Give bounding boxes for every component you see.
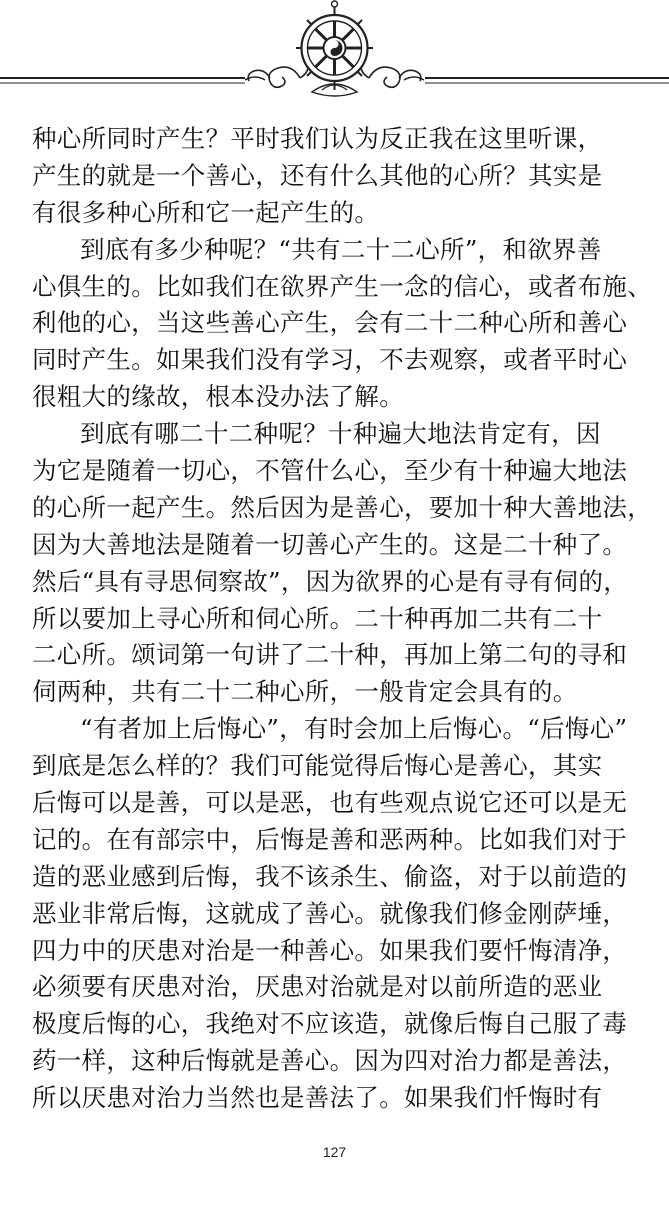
text-line: 到底是怎么样的？我们可能觉得后悔心是善心，其实 bbox=[32, 751, 603, 781]
text-line: 伺两种，共有二十二种心所，一般肯定会具有的。 bbox=[32, 677, 578, 707]
text-line: 很粗大的缘故，根本没办法了解。 bbox=[32, 382, 404, 412]
text-line: 药一样，这种后悔就是善心。因为四对治力都是善法， bbox=[32, 1046, 628, 1076]
text-line: 有很多种心所和它一起产生的。 bbox=[32, 197, 380, 227]
text-line: 种心所同时产生？平时我们认为反正我在这里听课， bbox=[32, 124, 603, 153]
page-header-ornament bbox=[0, 0, 669, 105]
text-line: 利他的心，当这些善心产生，会有二十二种心所和善心 bbox=[32, 308, 628, 338]
text-line: 四力中的厌患对治是一种善心。如果我们要忏悔清净， bbox=[32, 935, 628, 965]
text-line: 所以厌患对治力当然也是善法了。如果我们忏悔时有 bbox=[32, 1083, 603, 1113]
text-line: 产生的就是一个善心，还有什么其他的心所？其实是 bbox=[32, 160, 603, 190]
text-line: 因为大善地法是随着一切善心产生的。这是二十种了。 bbox=[32, 529, 628, 559]
text-line: 到底有哪二十二种呢？十种遍大地法肯定有，因 bbox=[80, 419, 601, 449]
text-line: 极度后悔的心，我绝对不应该造，就像后悔自己服了毒 bbox=[32, 1009, 628, 1039]
text-line: “有者加上后悔心”，有时会加上后悔心。“后悔心” bbox=[80, 714, 628, 744]
text-line: 同时产生。如果我们没有学习，不去观察，或者平时心 bbox=[32, 345, 628, 375]
body-text bbox=[32, 121, 652, 1117]
text-line: 必须要有厌患对治，厌患对治就是对以前所造的恶业 bbox=[32, 972, 603, 1002]
text-line: 的心所一起产生。然后因为是善心，要加十种大善地法， bbox=[32, 492, 652, 522]
dharma-wheel-icon bbox=[0, 0, 669, 105]
text-line: 心俱生的。比如我们在欲界产生一念的信心，或者布施、 bbox=[32, 271, 652, 301]
text-line: 恶业非常后悔，这就成了善心。就像我们修金刚萨埵， bbox=[32, 898, 628, 928]
page-number: 127 bbox=[322, 1144, 347, 1160]
text-line: 后悔可以是善，可以是恶，也有些观点说它还可以是无 bbox=[32, 788, 628, 818]
text-line: 所以要加上寻心所和伺心所。二十种再加二共有二十 bbox=[32, 603, 603, 633]
text-line: 造的恶业感到后悔，我不该杀生、偷盗，对于以前造的 bbox=[32, 861, 628, 891]
text-line: 记的。在有部宗中，后悔是善和恶两种。比如我们对于 bbox=[32, 824, 628, 854]
text-line: 然后“具有寻思伺察故”，因为欲界的心是有寻有伺的， bbox=[32, 566, 629, 596]
text-line: 为它是随着一切心，不管什么心，至少有十种遍大地法 bbox=[32, 456, 628, 486]
text-line: 到底有多少种呢？“共有二十二心所”，和欲界善 bbox=[80, 234, 602, 264]
text-line: 二心所。颂词第一句讲了二十种，再加上第二句的寻和 bbox=[32, 640, 628, 670]
